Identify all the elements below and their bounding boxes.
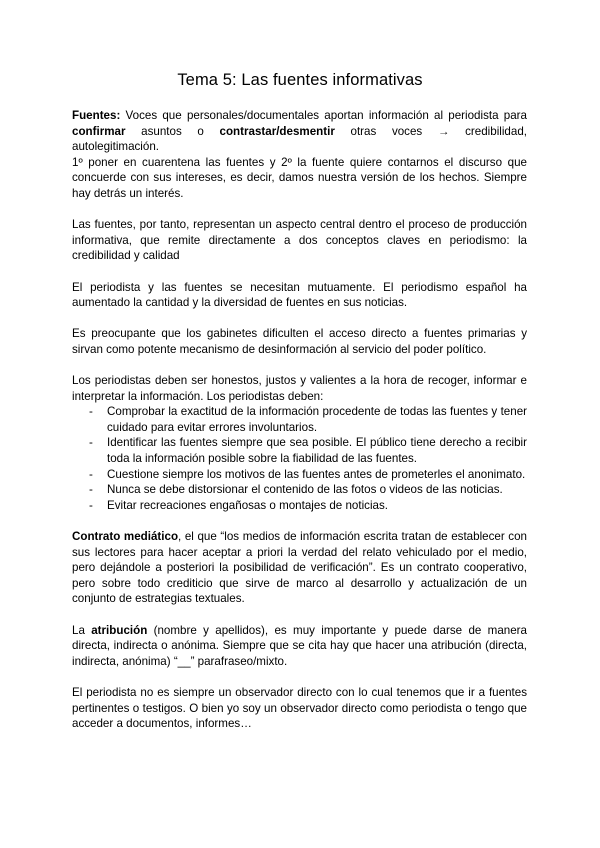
bullet-list [72,404,527,513]
list-item-text: Identificar las fuentes siempre que sea posible. El público tiene derecho a recibir toda la información posible sobre la fiabilidad de las fuentes. [107,436,527,466]
paragraph-atribucion: La atribución (nombre y apellidos), es muy importante y puede darse de manera directa, indirecta o anónima. Siempre que se cita hay que hacer una atribución (directa, indirecta, anónima) “__” parafraseo/mixto. [72,623,527,668]
term-confirmar: confirmar [72,124,126,138]
bullet-dash: - [89,405,93,419]
list-item [72,498,527,514]
list-item-text: Comprobar la exactitud de la información procedente de todas las fuentes y tener cuidado para evitar errores involuntarios. [107,405,527,434]
paragraph-deberes: Los periodistas deben ser honestos, justos y valientes a la hora de recoger, informar e interpretar la información. Los periodistas deben: [72,374,527,403]
bullet-dash: - [89,467,93,481]
page-title: Tema 5: Las fuentes informativas [177,71,423,89]
list-item [72,404,527,435]
list-item-text: Cuestione siempre los motivos de las fuentes antes de prometerles el anonimato. [107,467,526,481]
paragraph-observador: El periodista no es siempre un observador directo con lo cual tenemos que ir a fuentes pertinentes o testigos. O bien yo soy un observador directo como periodista o tengo que acceder a documentos, informes… [72,685,527,731]
paragraph-gabinetes: Es preocupante que los gabinetes dificulten el acceso directo a fuentes primarias y sirvan como potente mecanismo de desinformación al servicio del poder político. [72,327,527,356]
document-body [72,108,527,747]
list-item-text: Nunca se debe distorsionar el contenido de las fotos o videos de las noticias. [107,483,503,497]
paragraph-contrato: Contrato mediático, el que “los medios de información escrita tratan de establecer con sus lectores para hacer aceptar a priori la verdad del relato vehiculado por el medio, pero dejándole a posteriori la posibilidad de verificación”. Es un contrato cooperativo, pero sobre todo crediticio que sirve de marco al desarrollo y actualización de un conjunto de estrategias textuales. [72,530,528,606]
term-contrato: Contrato mediático [72,530,179,544]
bullet-dash: - [89,483,93,497]
paragraph-mutuamente: El periodista y las fuentes se necesitan mutuamente. El periodismo español ha aumentado la cantidad y la diversidad de fuentes en sus noticias. [72,280,527,310]
bullet-dash: - [89,436,93,450]
term-fuentes: Fuentes: [72,109,121,122]
paragraph-cuarentena: 1º poner en cuarentena las fuentes y 2º la fuente quiere contarnos el discurso que concuerde con sus intereses, es decir, damos nuestra versión de los hechos. Siempre hay detrás un interés. [72,155,527,200]
list-item [72,482,527,498]
bullet-dash: - [89,498,93,512]
term-atribucion: atribución [91,623,148,637]
paragraph-fuentes: Fuentes: Voces que personales/documentales aportan información al periodista para confirmar asuntos o contrastar/desmentir otras voces → credibilidad, autolegitimación. [72,109,527,154]
term-contrastar: contrastar/desmentir [219,124,335,138]
list-item-text: Evitar recreaciones engañosas o montajes de noticias. [107,498,388,512]
list-item [72,435,527,466]
list-item [72,467,527,483]
paragraph-produccion: Las fuentes, por tanto, representan un aspecto central dentro el proceso de producción informativa, que remite directamente a dos conceptos claves en periodismo: la credibilidad y calidad [72,218,527,263]
